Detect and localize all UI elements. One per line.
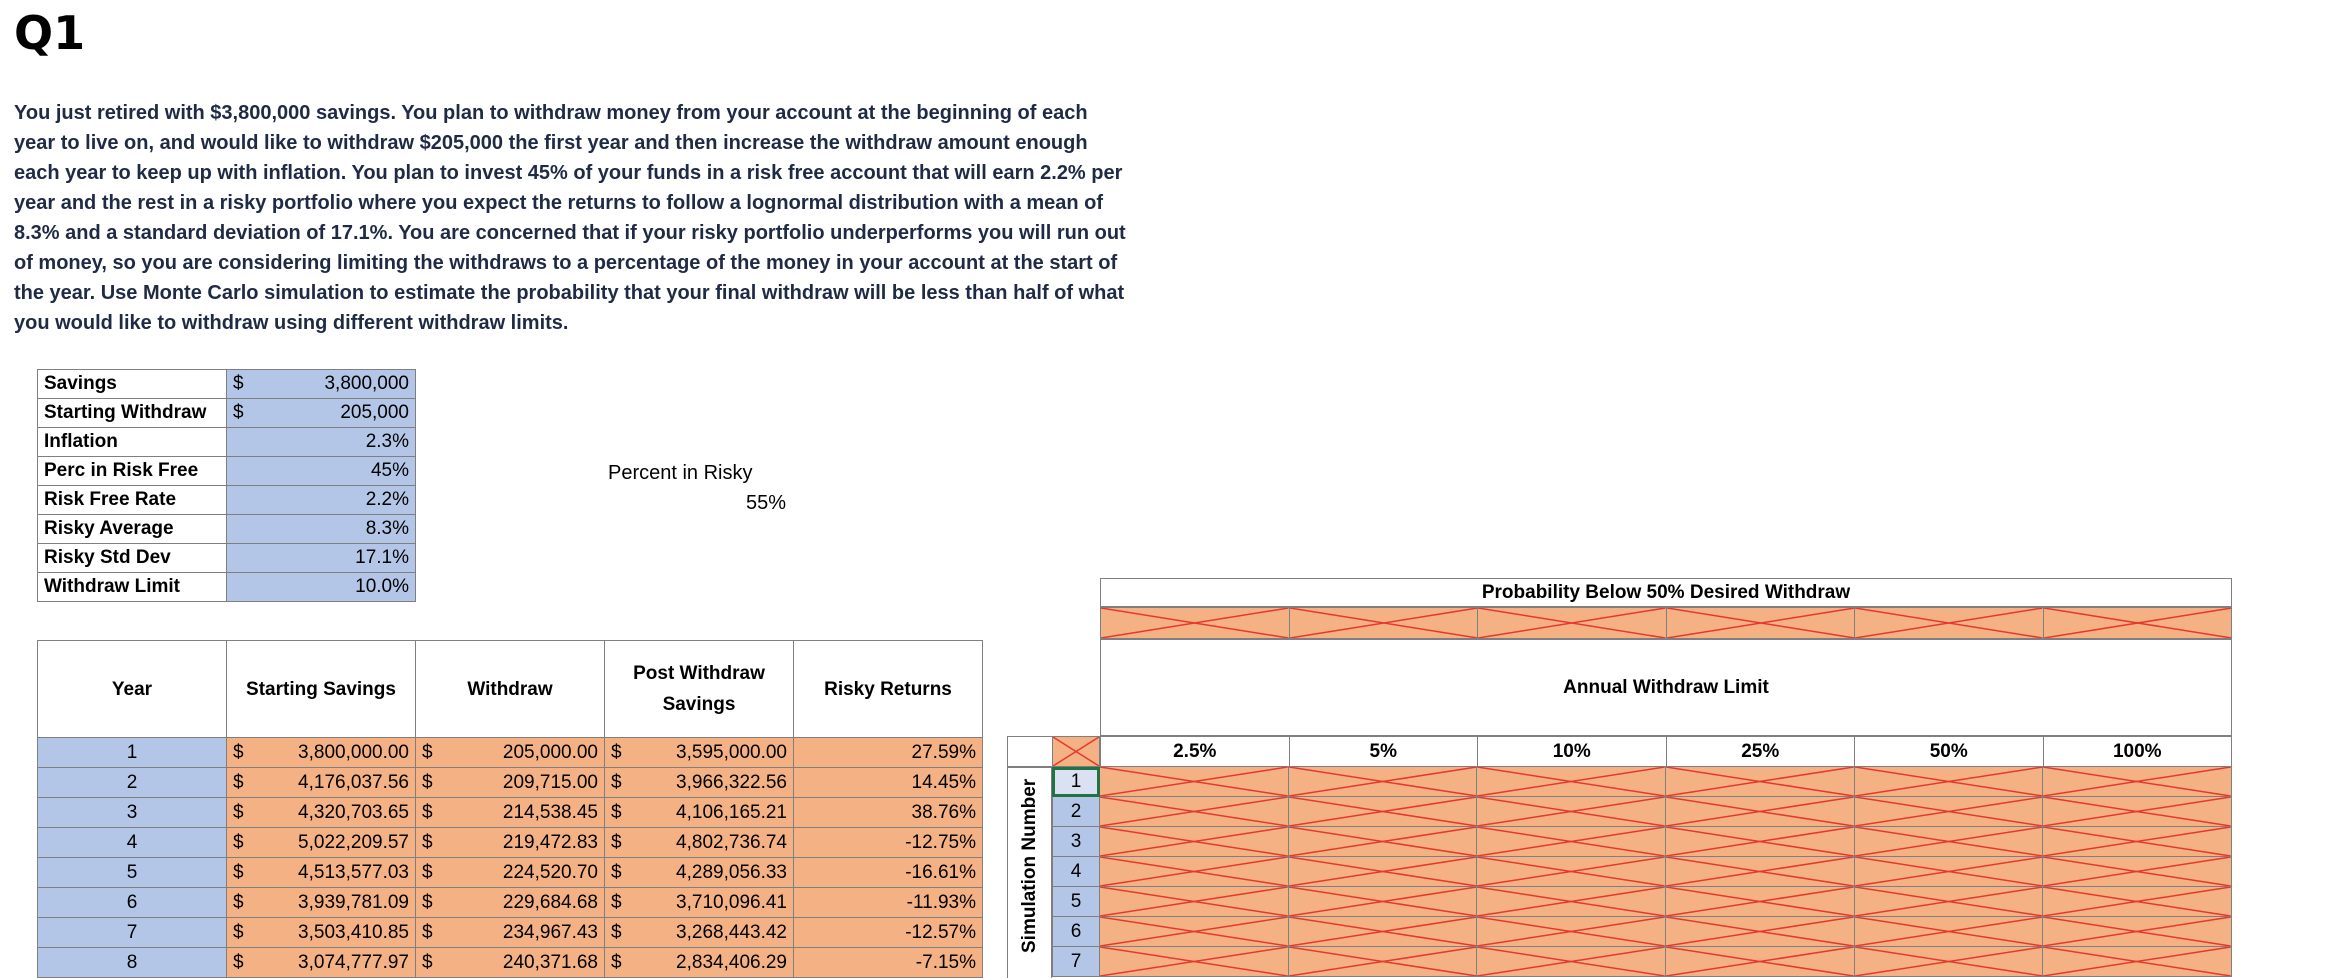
error-cross-icon bbox=[1477, 797, 1665, 826]
error-cross-icon bbox=[1289, 797, 1477, 826]
start-value: 3,074,777.97 bbox=[298, 951, 409, 973]
currency-symbol: $ bbox=[611, 771, 622, 793]
withdraw-value: 205,000.00 bbox=[502, 741, 598, 763]
param-label[interactable]: Withdraw Limit bbox=[38, 573, 227, 602]
table-row bbox=[38, 858, 983, 888]
start-cell[interactable] bbox=[227, 858, 416, 888]
post-value: 3,268,443.42 bbox=[676, 921, 787, 943]
error-cross-icon bbox=[1478, 608, 1666, 638]
withdraw-limit-header[interactable]: 5% bbox=[1290, 737, 1479, 766]
currency-symbol: $ bbox=[611, 831, 622, 853]
param-value[interactable] bbox=[227, 428, 416, 457]
error-cross-icon bbox=[1666, 857, 1854, 886]
data-table-cell[interactable] bbox=[1100, 917, 1289, 947]
data-table-cell[interactable] bbox=[1477, 887, 1666, 917]
simulation-number-cell[interactable]: 1 bbox=[1052, 767, 1100, 797]
data-table-cell[interactable] bbox=[1289, 797, 1478, 827]
error-cross-icon bbox=[2043, 827, 2231, 856]
error-cross-icon bbox=[1289, 917, 1477, 946]
post-cell[interactable] bbox=[605, 738, 794, 768]
currency-symbol: $ bbox=[422, 891, 433, 913]
error-cross-icon bbox=[1477, 917, 1665, 946]
simulation-table bbox=[37, 640, 983, 978]
data-table-row bbox=[1052, 827, 2232, 857]
error-cross-icon bbox=[1290, 608, 1478, 638]
start-cell[interactable] bbox=[227, 948, 416, 978]
data-table-cell[interactable] bbox=[1666, 887, 1855, 917]
currency-symbol: $ bbox=[611, 801, 622, 823]
param-number: 17.1% bbox=[355, 547, 409, 568]
start-value: 5,022,209.57 bbox=[298, 831, 409, 853]
start-value: 4,176,037.56 bbox=[298, 771, 409, 793]
param-row bbox=[38, 515, 416, 544]
error-cross-icon bbox=[1855, 797, 2043, 826]
data-table-cell[interactable] bbox=[1289, 917, 1478, 947]
data-table-cell[interactable] bbox=[1289, 857, 1478, 887]
simulation-number-label: Simulation Number bbox=[1019, 778, 1040, 953]
start-value: 3,503,410.85 bbox=[298, 921, 409, 943]
year-cell[interactable]: 7 bbox=[38, 918, 227, 948]
year-cell[interactable]: 5 bbox=[38, 858, 227, 888]
data-table-cell[interactable] bbox=[1855, 827, 2044, 857]
simulation-number-cell[interactable]: 3 bbox=[1052, 827, 1100, 857]
param-row bbox=[38, 486, 416, 515]
data-table-corner-cell[interactable] bbox=[1052, 736, 1100, 767]
param-value[interactable] bbox=[227, 399, 416, 428]
data-table-row bbox=[1052, 857, 2232, 887]
currency-symbol: $ bbox=[233, 831, 244, 853]
probability-result-cell[interactable] bbox=[1290, 608, 1479, 638]
post-cell[interactable] bbox=[605, 858, 794, 888]
param-value[interactable] bbox=[227, 544, 416, 573]
probability-result-cell[interactable] bbox=[2044, 608, 2232, 638]
error-cross-icon bbox=[1289, 887, 1477, 916]
error-cross-icon bbox=[2044, 608, 2232, 638]
parameters-table bbox=[37, 369, 416, 602]
year-cell[interactable]: 4 bbox=[38, 828, 227, 858]
risky-return-cell[interactable]: 14.45% bbox=[794, 768, 983, 798]
error-cross-icon bbox=[2043, 767, 2231, 796]
data-table-cell[interactable] bbox=[1100, 797, 1289, 827]
data-table-cell[interactable] bbox=[1477, 917, 1666, 947]
post-value: 3,595,000.00 bbox=[676, 741, 787, 763]
data-table-cells bbox=[1100, 917, 2232, 947]
probability-result-cell[interactable] bbox=[1667, 608, 1856, 638]
post-value: 3,966,322.56 bbox=[676, 771, 787, 793]
withdraw-cell[interactable] bbox=[416, 768, 605, 798]
data-table-cell[interactable] bbox=[2043, 887, 2232, 917]
param-row bbox=[38, 370, 416, 399]
withdraw-value: 240,371.68 bbox=[502, 951, 598, 973]
error-cross-icon bbox=[1666, 917, 1854, 946]
year-cell[interactable]: 8 bbox=[38, 948, 227, 978]
data-table-cell[interactable] bbox=[1100, 947, 1289, 977]
currency-symbol: $ bbox=[233, 861, 244, 883]
data-table-cells bbox=[1100, 767, 2232, 797]
param-number: 10.0% bbox=[355, 576, 409, 597]
withdraw-value: 214,538.45 bbox=[502, 801, 598, 823]
data-table-cell[interactable] bbox=[1289, 767, 1478, 797]
param-row bbox=[38, 457, 416, 486]
simulation-number-cell[interactable]: 5 bbox=[1052, 887, 1100, 917]
param-row bbox=[38, 428, 416, 457]
data-table-cell[interactable] bbox=[1666, 827, 1855, 857]
data-table-cell[interactable] bbox=[1666, 767, 1855, 797]
currency-symbol: $ bbox=[422, 741, 433, 763]
error-cross-icon bbox=[2043, 887, 2231, 916]
param-label[interactable]: Savings bbox=[38, 370, 227, 399]
error-cross-icon bbox=[1101, 608, 1289, 638]
error-cross-icon bbox=[1855, 917, 2043, 946]
post-cell[interactable] bbox=[605, 918, 794, 948]
param-value[interactable] bbox=[227, 457, 416, 486]
error-cross-icon bbox=[1666, 887, 1854, 916]
post-cell[interactable] bbox=[605, 768, 794, 798]
data-table-cell[interactable] bbox=[1855, 767, 2044, 797]
param-label[interactable]: Inflation bbox=[38, 428, 227, 457]
simulation-number-cell[interactable]: 2 bbox=[1052, 797, 1100, 827]
param-value[interactable] bbox=[227, 486, 416, 515]
error-cross-icon bbox=[1100, 767, 1288, 796]
error-cross-icon bbox=[1855, 947, 2043, 976]
data-table-cell[interactable] bbox=[1477, 947, 1666, 977]
param-row bbox=[38, 544, 416, 573]
error-cross-icon bbox=[1855, 767, 2043, 796]
post-cell[interactable] bbox=[605, 948, 794, 978]
risky-return-cell[interactable]: 38.76% bbox=[794, 798, 983, 828]
withdraw-value: 224,520.70 bbox=[502, 861, 598, 883]
data-table-cell[interactable] bbox=[2043, 857, 2232, 887]
currency-symbol: $ bbox=[233, 921, 244, 943]
data-table-cell[interactable] bbox=[2043, 917, 2232, 947]
withdraw-limit-header-row bbox=[1100, 736, 2232, 767]
risky-return-cell[interactable]: -12.57% bbox=[794, 918, 983, 948]
error-cross-icon bbox=[1289, 827, 1477, 856]
error-cross-icon bbox=[1667, 608, 1855, 638]
data-table-cell[interactable] bbox=[1477, 827, 1666, 857]
error-cross-icon bbox=[1100, 797, 1288, 826]
start-cell[interactable] bbox=[227, 768, 416, 798]
year-cell[interactable]: 3 bbox=[38, 798, 227, 828]
error-cross-icon bbox=[1289, 857, 1477, 886]
data-table-cell[interactable] bbox=[1855, 917, 2044, 947]
currency-symbol: $ bbox=[233, 373, 244, 394]
param-row bbox=[38, 399, 416, 428]
error-cross-icon bbox=[1100, 857, 1288, 886]
error-cross-icon bbox=[2043, 857, 2231, 886]
currency-symbol: $ bbox=[233, 951, 244, 973]
param-number: 8.3% bbox=[365, 518, 409, 539]
column-header[interactable]: Starting Savings bbox=[227, 641, 416, 738]
currency-symbol: $ bbox=[233, 771, 244, 793]
data-table-cell[interactable] bbox=[1477, 767, 1666, 797]
data-table-row bbox=[1052, 797, 2232, 827]
data-table-cell[interactable] bbox=[1666, 797, 1855, 827]
simulation-number-cell[interactable]: 6 bbox=[1052, 917, 1100, 947]
start-value: 4,320,703.65 bbox=[298, 801, 409, 823]
table-row bbox=[38, 918, 983, 948]
withdraw-value: 234,967.43 bbox=[502, 921, 598, 943]
post-value: 4,289,056.33 bbox=[676, 861, 787, 883]
data-table-rows bbox=[1052, 767, 2232, 977]
currency-symbol: $ bbox=[422, 921, 433, 943]
data-table-cells bbox=[1100, 797, 2232, 827]
error-cross-icon bbox=[1666, 947, 1854, 976]
error-cross-icon bbox=[1855, 608, 2043, 638]
probability-result-cell[interactable] bbox=[1478, 608, 1667, 638]
start-cell[interactable] bbox=[227, 798, 416, 828]
data-table-cells bbox=[1100, 887, 2232, 917]
probability-title[interactable]: Probability Below 50% Desired Withdraw bbox=[1100, 578, 2232, 607]
currency-symbol: $ bbox=[611, 741, 622, 763]
data-table-cell[interactable] bbox=[1100, 767, 1289, 797]
sheet-title: Q1 bbox=[14, 6, 86, 60]
data-table-cell[interactable] bbox=[1855, 947, 2044, 977]
table-row bbox=[38, 948, 983, 978]
start-cell[interactable] bbox=[227, 918, 416, 948]
data-table-cell[interactable] bbox=[1855, 857, 2044, 887]
simulation-number-cell[interactable]: 7 bbox=[1052, 947, 1100, 977]
risky-return-cell[interactable]: -11.93% bbox=[794, 888, 983, 918]
error-cross-icon bbox=[2043, 917, 2231, 946]
param-row bbox=[38, 573, 416, 602]
data-table-cell[interactable] bbox=[1289, 947, 1478, 977]
percent-in-risky-value[interactable]: 55% bbox=[746, 492, 787, 514]
currency-symbol: $ bbox=[422, 801, 433, 823]
post-cell[interactable] bbox=[605, 798, 794, 828]
start-cell[interactable] bbox=[227, 888, 416, 918]
data-table-cells bbox=[1100, 857, 2232, 887]
post-value: 4,106,165.21 bbox=[676, 801, 787, 823]
withdraw-cell[interactable] bbox=[416, 738, 605, 768]
data-table-cell[interactable] bbox=[2043, 797, 2232, 827]
currency-symbol: $ bbox=[233, 891, 244, 913]
data-table-cell[interactable] bbox=[1100, 827, 1289, 857]
table-row bbox=[38, 798, 983, 828]
data-table-cells bbox=[1100, 947, 2232, 977]
column-header[interactable]: Year bbox=[38, 641, 227, 738]
param-number: 45% bbox=[370, 460, 409, 481]
param-label[interactable]: Risky Average bbox=[38, 515, 227, 544]
param-value[interactable] bbox=[227, 370, 416, 399]
param-label[interactable]: Risky Std Dev bbox=[38, 544, 227, 573]
error-cross-icon bbox=[1289, 767, 1477, 796]
post-value: 4,802,736.74 bbox=[676, 831, 787, 853]
error-cross-icon bbox=[1855, 857, 2043, 886]
table-row bbox=[38, 888, 983, 918]
probability-result-cell[interactable] bbox=[1101, 608, 1290, 638]
data-table-cell[interactable] bbox=[1477, 797, 1666, 827]
withdraw-value: 209,715.00 bbox=[502, 771, 598, 793]
withdraw-cell[interactable] bbox=[416, 858, 605, 888]
error-cross-icon bbox=[1477, 947, 1665, 976]
data-table-cell[interactable] bbox=[2043, 947, 2232, 977]
data-table-cell[interactable] bbox=[1477, 857, 1666, 887]
data-table-row bbox=[1052, 887, 2232, 917]
currency-symbol: $ bbox=[422, 771, 433, 793]
currency-symbol: $ bbox=[233, 402, 244, 423]
currency-symbol: $ bbox=[611, 861, 622, 883]
data-table-cell[interactable] bbox=[1289, 887, 1478, 917]
error-cross-icon bbox=[1855, 887, 2043, 916]
param-number: 3,800,000 bbox=[324, 373, 409, 394]
data-table-cell[interactable] bbox=[1289, 827, 1478, 857]
table-row bbox=[38, 768, 983, 798]
error-cross-icon bbox=[1477, 887, 1665, 916]
withdraw-limit-header[interactable]: 10% bbox=[1478, 737, 1667, 766]
data-table-cell[interactable] bbox=[1666, 947, 1855, 977]
annual-withdraw-limit-label[interactable]: Annual Withdraw Limit bbox=[1100, 639, 2232, 736]
withdraw-cell[interactable] bbox=[416, 948, 605, 978]
percent-in-risky-label[interactable]: Percent in Risky bbox=[608, 462, 753, 484]
currency-symbol: $ bbox=[611, 921, 622, 943]
param-label[interactable]: Starting Withdraw bbox=[38, 399, 227, 428]
error-cross-icon bbox=[1477, 827, 1665, 856]
data-table-cell[interactable] bbox=[2043, 767, 2232, 797]
data-table-cells bbox=[1100, 827, 2232, 857]
table-row bbox=[38, 738, 983, 768]
param-value[interactable] bbox=[227, 515, 416, 544]
problem-text: You just retired with $3,800,000 savings. You plan to withdraw money from your account at the beginning of each year to live on, and would like to withdraw $205,000 the first year and then increase the withdraw amount enough each year to keep up with inflation. You plan to invest 45% of your funds in a risk free account that will earn 2.2% per year and the rest in a risky portfolio where you expect the returns to follow a lognormal distribution with a mean of 8.3% and a standard deviation of 17.1%. You are concerned that if your risky portfolio underperforms you will run out of money, so you are considering limiting the withdraws to a percentage of the money in your account at the start of the year. Use Monte Carlo simulation to estimate the probability that your final withdraw will be less than half of what you would like to withdraw using different withdraw limits. bbox=[14, 102, 1126, 334]
withdraw-limit-header[interactable]: 100% bbox=[2112, 741, 2162, 762]
withdraw-limit-header[interactable]: 50% bbox=[1855, 737, 2044, 766]
error-cross-icon bbox=[2043, 947, 2231, 976]
data-table-cell[interactable] bbox=[1855, 887, 2044, 917]
start-value: 4,513,577.03 bbox=[298, 861, 409, 883]
data-table-cell[interactable] bbox=[1666, 917, 1855, 947]
risky-return-cell[interactable]: -12.75% bbox=[794, 828, 983, 858]
year-cell[interactable]: 2 bbox=[38, 768, 227, 798]
withdraw-value: 219,472.83 bbox=[502, 831, 598, 853]
post-value: 2,834,406.29 bbox=[676, 951, 787, 973]
data-table-cell[interactable] bbox=[1100, 857, 1289, 887]
data-table-cell[interactable] bbox=[1855, 797, 2044, 827]
column-header[interactable]: Post Withdraw Savings bbox=[605, 641, 794, 738]
data-table-row bbox=[1052, 767, 2232, 797]
param-number: 205,000 bbox=[340, 402, 409, 423]
post-cell[interactable] bbox=[605, 828, 794, 858]
currency-symbol: $ bbox=[611, 891, 622, 913]
error-cross-icon bbox=[1855, 827, 2043, 856]
problem-statement bbox=[14, 98, 1134, 338]
post-cell[interactable] bbox=[605, 888, 794, 918]
data-table-cell[interactable] bbox=[1666, 857, 1855, 887]
start-value: 3,939,781.09 bbox=[298, 891, 409, 913]
currency-symbol: $ bbox=[422, 951, 433, 973]
error-cross-icon bbox=[1666, 827, 1854, 856]
data-table-cell[interactable] bbox=[2043, 827, 2232, 857]
risky-return-cell[interactable]: 27.59% bbox=[794, 738, 983, 768]
data-table-row bbox=[1052, 917, 2232, 947]
error-cross-icon bbox=[1477, 767, 1665, 796]
currency-symbol: $ bbox=[611, 951, 622, 973]
probability-result-row bbox=[1100, 607, 2232, 639]
param-label[interactable]: Perc in Risk Free bbox=[38, 457, 227, 486]
error-cross-icon bbox=[1289, 947, 1477, 976]
probability-result-cell[interactable] bbox=[1855, 608, 2044, 638]
table-row bbox=[38, 828, 983, 858]
start-cell[interactable] bbox=[227, 828, 416, 858]
withdraw-cell[interactable] bbox=[416, 828, 605, 858]
error-cross-icon bbox=[1100, 887, 1288, 916]
withdraw-cell[interactable] bbox=[416, 888, 605, 918]
error-cross-icon bbox=[1053, 737, 1099, 766]
post-value: 3,710,096.41 bbox=[676, 891, 787, 913]
currency-symbol: $ bbox=[233, 741, 244, 763]
risky-return-cell[interactable]: -7.15% bbox=[794, 948, 983, 978]
error-cross-icon bbox=[1100, 947, 1288, 976]
risky-return-cell[interactable]: -16.61% bbox=[794, 858, 983, 888]
withdraw-cell[interactable] bbox=[416, 918, 605, 948]
start-value: 3,800,000.00 bbox=[298, 741, 409, 763]
year-cell[interactable]: 6 bbox=[38, 888, 227, 918]
error-cross-icon bbox=[1100, 917, 1288, 946]
simulation-number-cell[interactable]: 4 bbox=[1052, 857, 1100, 887]
error-cross-icon bbox=[2043, 797, 2231, 826]
error-cross-icon bbox=[1477, 857, 1665, 886]
year-cell[interactable]: 1 bbox=[38, 738, 227, 768]
column-header[interactable]: Withdraw bbox=[416, 641, 605, 738]
param-label[interactable]: Risk Free Rate bbox=[38, 486, 227, 515]
data-table-cell[interactable] bbox=[1100, 887, 1289, 917]
param-number: 2.3% bbox=[365, 431, 409, 452]
data-table-corner-empty[interactable] bbox=[1007, 736, 1052, 767]
currency-symbol: $ bbox=[422, 831, 433, 853]
withdraw-limit-header[interactable]: 25% bbox=[1667, 737, 1856, 766]
param-value[interactable] bbox=[227, 573, 416, 602]
withdraw-value: 229,684.68 bbox=[502, 891, 598, 913]
data-table-row bbox=[1052, 947, 2232, 977]
currency-symbol: $ bbox=[233, 801, 244, 823]
currency-symbol: $ bbox=[422, 861, 433, 883]
error-cross-icon bbox=[1100, 827, 1288, 856]
column-header[interactable]: Risky Returns bbox=[794, 641, 983, 738]
param-number: 2.2% bbox=[365, 489, 409, 510]
withdraw-cell[interactable] bbox=[416, 798, 605, 828]
withdraw-limit-header[interactable]: 2.5% bbox=[1101, 737, 1290, 766]
error-cross-icon bbox=[1666, 767, 1854, 796]
start-cell[interactable] bbox=[227, 738, 416, 768]
error-cross-icon bbox=[1666, 797, 1854, 826]
